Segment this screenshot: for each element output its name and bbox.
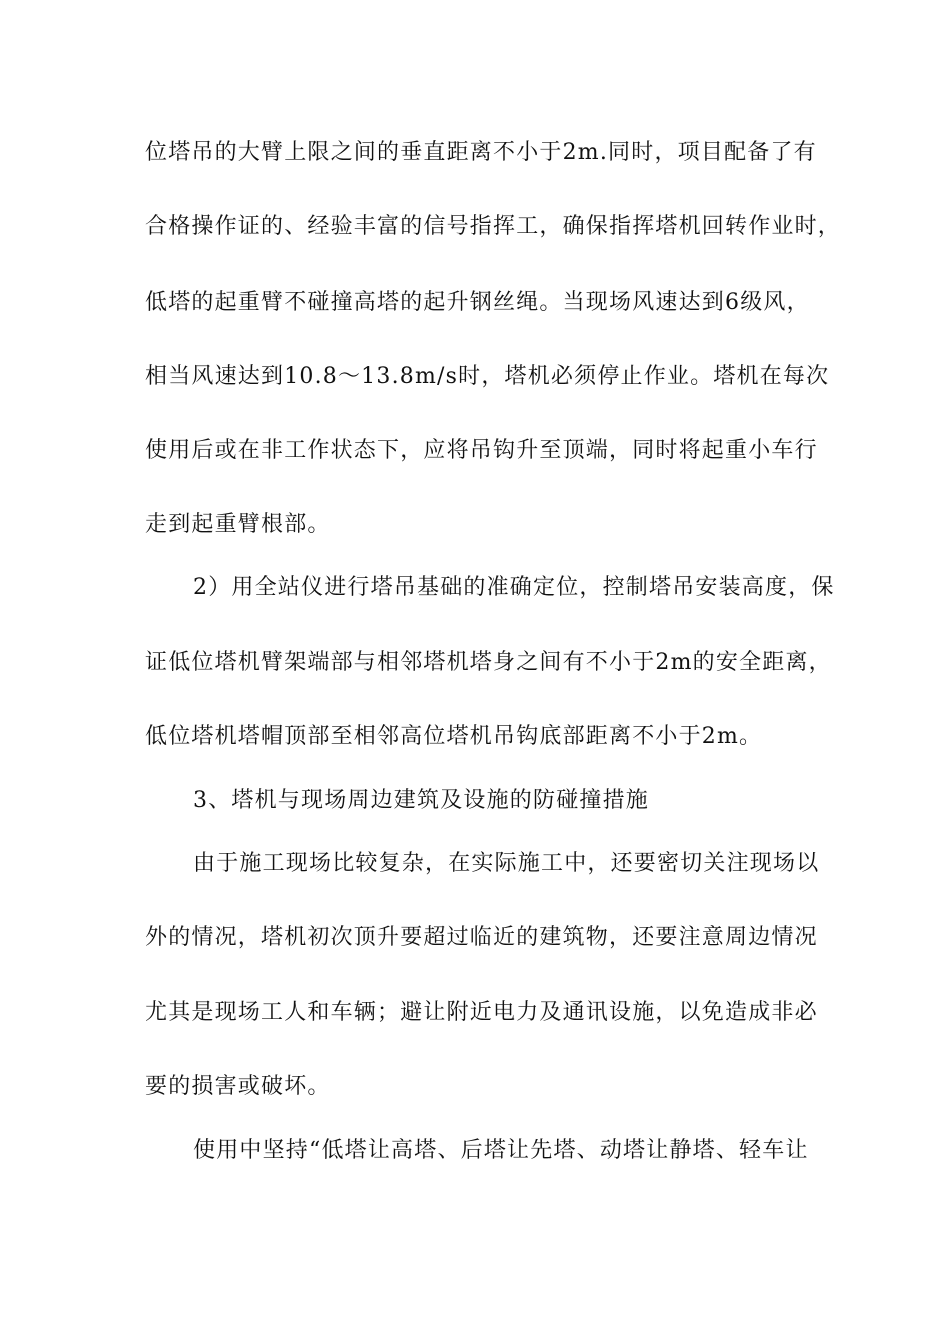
text-line-6: 走到起重臂根部。	[145, 512, 331, 537]
text-line-8: 证低位塔机臂架端部与相邻塔机塔身之间有不小于2m的安全距离，	[145, 650, 832, 675]
text-line-9: 低位塔机塔帽顶部至相邻高位塔机吊钩底部距离不小于2m。	[145, 724, 763, 749]
text-line-14: 要的损害或破坏。	[145, 1074, 331, 1099]
text-line-3: 低塔的起重臂不碰撞高塔的起升钢丝绳。当现场风速达到6级风，	[145, 290, 810, 315]
text-line-2: 合格操作证的、经验丰富的信号指挥工，确保指挥塔机回转作业时，	[145, 214, 842, 239]
text-line-13: 尤其是现场工人和车辆；避让附近电力及通讯设施，以免造成非必	[145, 1000, 818, 1025]
text-line-4: 相当风速达到10.8～13.8m/s时，塔机必须停止作业。塔机在每次	[145, 364, 830, 389]
text-line-5: 使用后或在非工作状态下，应将吊钩升至顶端，同时将起重小车行	[145, 438, 818, 463]
text-line-11: 由于施工现场比较复杂，在实际施工中，还要密切关注现场以	[193, 851, 820, 876]
section-heading: 3、塔机与现场周边建筑及设施的防碰撞措施	[193, 788, 649, 813]
text-line-12: 外的情况，塔机初次顶升要超过临近的建筑物，还要注意周边情况	[145, 925, 818, 950]
text-line-15: 使用中坚持“低塔让高塔、后塔让先塔、动塔让静塔、轻车让	[193, 1138, 809, 1163]
text-line-7: 2）用全站仪进行塔吊基础的准确定位，控制塔吊安装高度，保	[193, 575, 835, 600]
text-line-1: 位塔吊的大臂上限之间的垂直距离不小于2m.同时，项目配备了有	[145, 140, 817, 165]
